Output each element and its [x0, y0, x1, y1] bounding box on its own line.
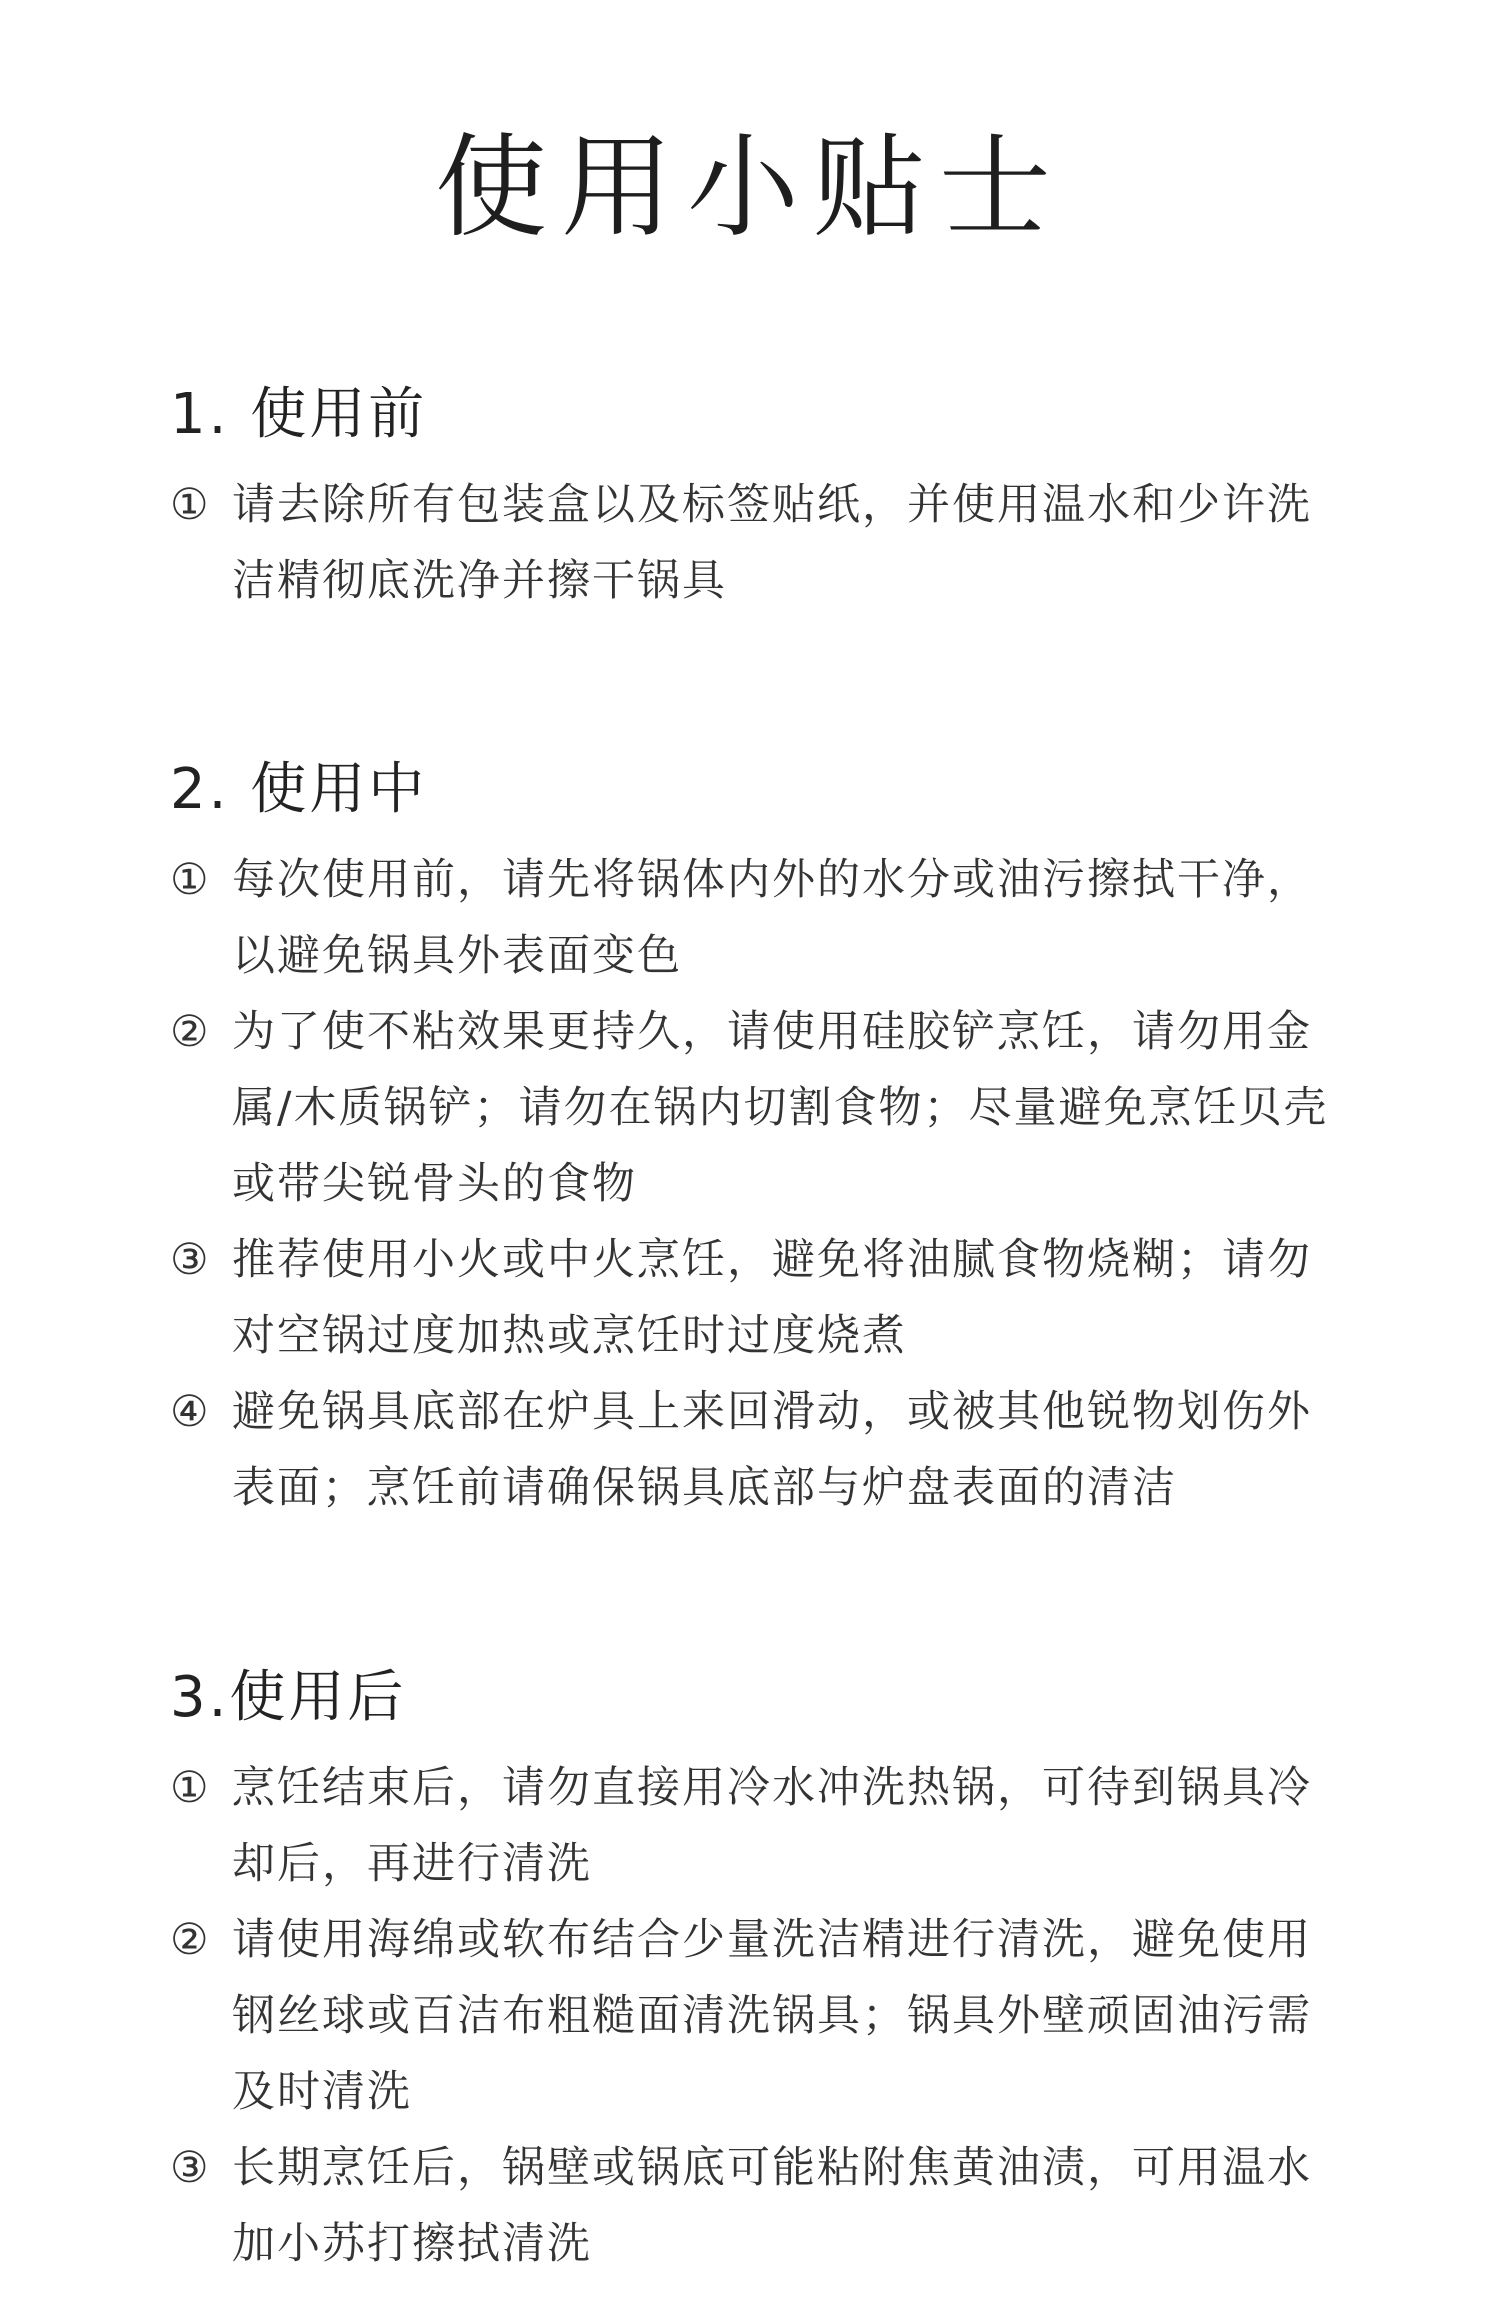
- list-item: [170, 467, 1350, 619]
- item-number: ③: [170, 2143, 211, 2193]
- list-item: [170, 1222, 1350, 1374]
- item-text: 推荐使用小火或中火烹饪，避免将油腻食物烧糊；请勿对空锅过度加热或烹饪时过度烧煮: [232, 1235, 1312, 1361]
- item-number: ①: [170, 480, 211, 530]
- list-item: [170, 1902, 1350, 2130]
- list-item: [170, 994, 1350, 1222]
- item-text: 长期烹饪后，锅壁或锅底可能粘附焦黄油渍，可用温水加小苏打擦拭清洗: [232, 2143, 1312, 2269]
- list-item: [170, 1374, 1350, 1526]
- section-heading: 1. 使用前: [170, 382, 428, 447]
- item-number: ②: [170, 1007, 211, 1057]
- item-text: 避免锅具底部在炉具上来回滑动，或被其他锐物划伤外表面；烹饪前请确保锅具底部与炉盘表面的清洁: [232, 1387, 1312, 1513]
- item-number: ①: [170, 855, 211, 905]
- section-during-use: [170, 750, 1350, 1526]
- page-title: 使用小贴士: [435, 123, 1065, 253]
- item-text: 请去除所有包装盒以及标签贴纸，并使用温水和少许洗洁精彻底洗净并擦干锅具: [232, 480, 1312, 606]
- section-heading: 3.使用后: [170, 1665, 407, 1730]
- list-item: [170, 1750, 1350, 1902]
- section-heading: 2. 使用中: [170, 757, 428, 822]
- item-text: 为了使不粘效果更持久，请使用硅胶铲烹饪，请勿用金属/木质锅铲；请勿在锅内切割食物；尽量避免烹饪贝壳或带尖锐骨头的食物: [232, 1007, 1329, 1209]
- item-text: 烹饪结束后，请勿直接用冷水冲洗热锅，可待到锅具冷却后，再进行清洗: [232, 1763, 1312, 1889]
- section-before-use: [170, 375, 1350, 619]
- list-item: [170, 2130, 1350, 2282]
- item-text: 每次使用前，请先将锅体内外的水分或油污擦拭干净，以避免锅具外表面变色: [232, 855, 1312, 981]
- list-item: [170, 842, 1350, 994]
- item-number: ②: [170, 1915, 211, 1965]
- item-number: ①: [170, 1763, 211, 1813]
- item-text: 请使用海绵或软布结合少量洗洁精进行清洗，避免使用钢丝球或百洁布粗糙面清洗锅具；锅具外壁顽固油污需及时清洗: [232, 1915, 1312, 2117]
- item-number: ④: [170, 1387, 211, 1437]
- section-after-use: [170, 1658, 1350, 2282]
- item-number: ③: [170, 1235, 211, 1285]
